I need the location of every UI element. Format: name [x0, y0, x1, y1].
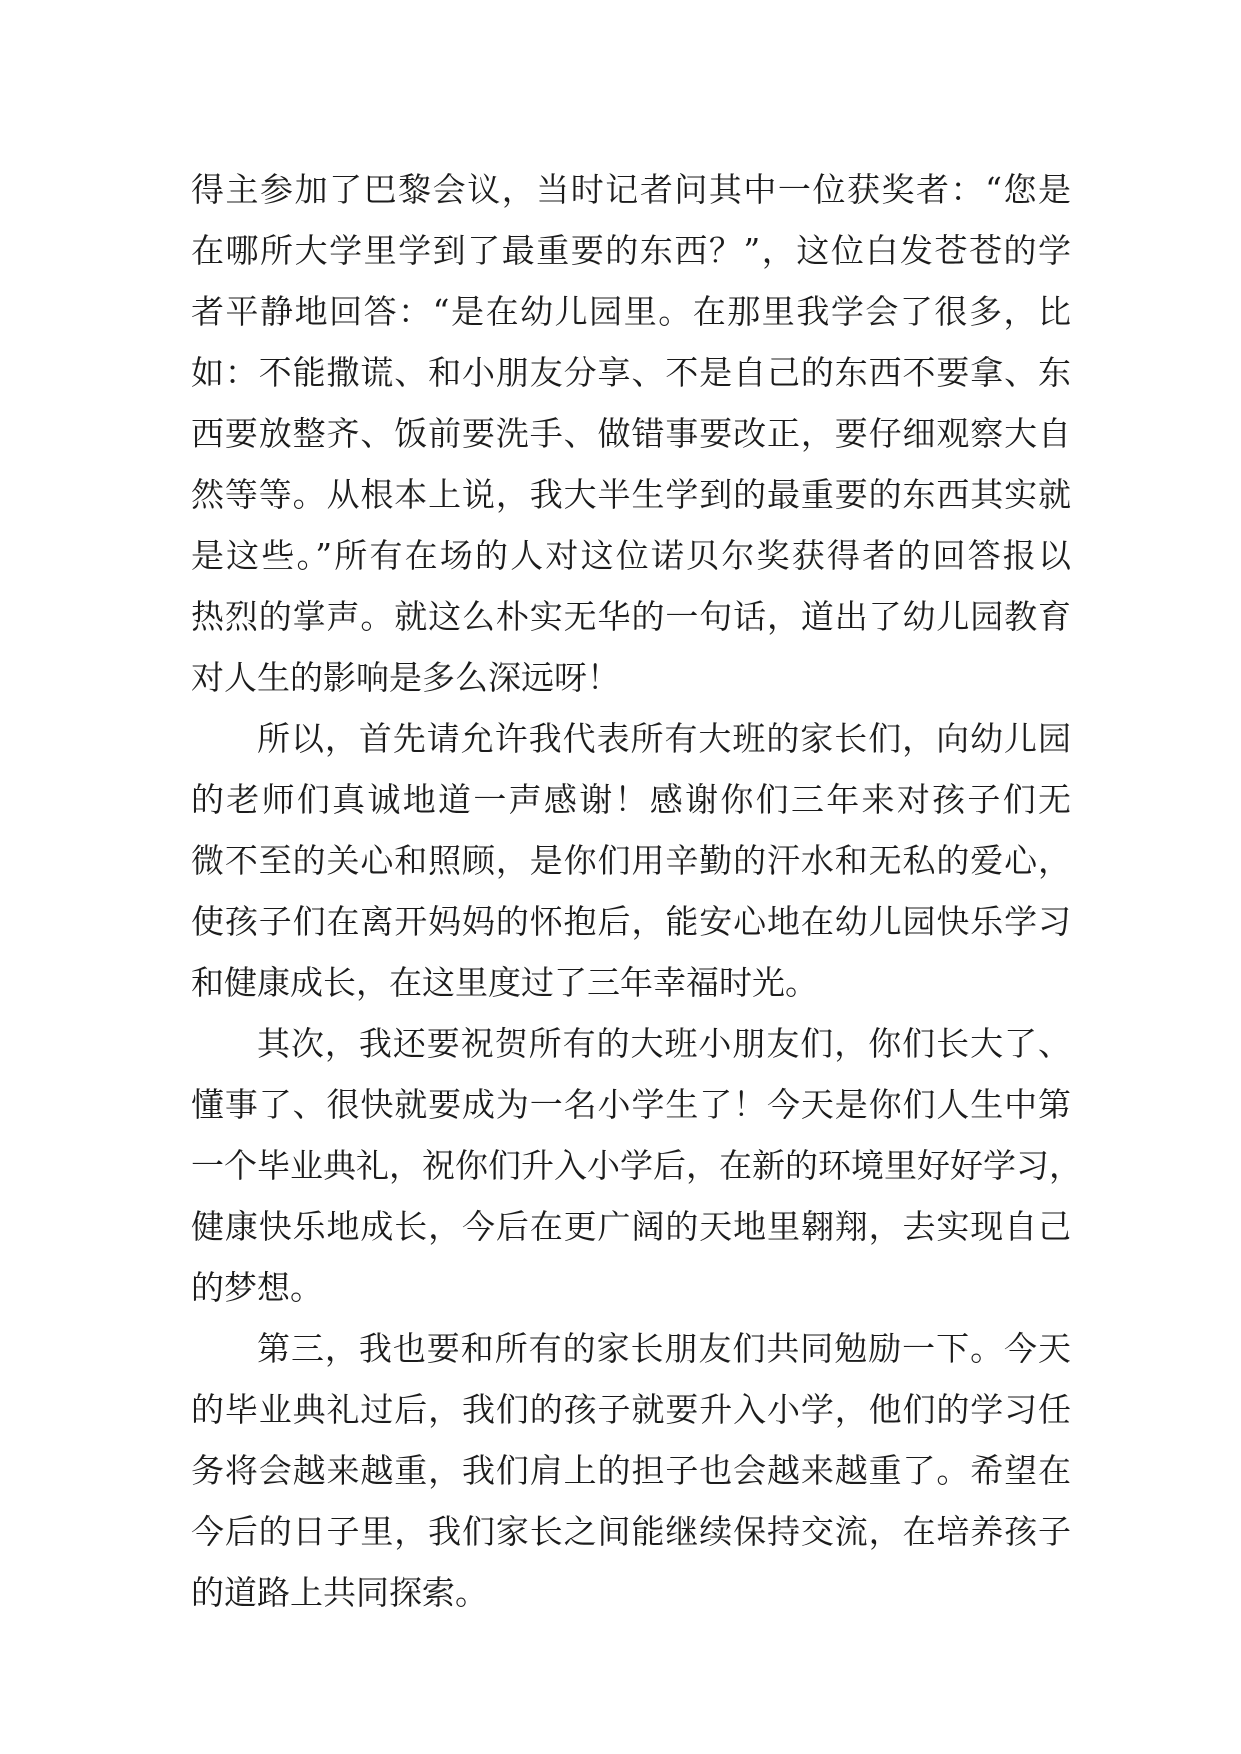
text-line: 是这些。”所有在场的人对这位诺贝尔奖获得者的回答报以	[191, 536, 1071, 575]
text-line: 的梦想。	[191, 1268, 323, 1307]
text-line: 微不至的关心和照顾，是你们用辛勤的汗水和无私的爱心，	[191, 841, 1071, 880]
text-line: 在哪所大学里学到了最重要的东西？”，这位白发苍苍的学	[191, 231, 1071, 270]
text-line: 所以，首先请允许我代表所有大班的家长们，向幼儿园	[257, 719, 1071, 758]
text-line: 懂事了、很快就要成为一名小学生了！今天是你们人生中第	[191, 1085, 1071, 1124]
document-body	[191, 159, 1082, 1623]
text-line: 第三，我也要和所有的家长朋友们共同勉励一下。今天	[257, 1329, 1071, 1368]
text-line: 一个毕业典礼，祝你们升入小学后，在新的环境里好好学习，	[191, 1146, 1082, 1185]
text-line: 者平静地回答：“是在幼儿园里。在那里我学会了很多，比	[191, 292, 1071, 331]
text-line: 的毕业典礼过后，我们的孩子就要升入小学，他们的学习任	[191, 1390, 1071, 1429]
text-line: 得主参加了巴黎会议，当时记者问其中一位获奖者：“您是	[191, 170, 1071, 209]
text-line: 使孩子们在离开妈妈的怀抱后，能安心地在幼儿园快乐学习	[191, 902, 1071, 941]
text-line: 如：不能撒谎、和小朋友分享、不是自己的东西不要拿、东	[191, 353, 1071, 392]
text-line: 务将会越来越重，我们肩上的担子也会越来越重了。希望在	[191, 1451, 1071, 1490]
text-line: 的道路上共同探索。	[191, 1573, 488, 1612]
text-line: 然等等。从根本上说，我大半生学到的最重要的东西其实就	[191, 475, 1071, 514]
text-line: 今后的日子里，我们家长之间能继续保持交流，在培养孩子	[191, 1512, 1071, 1551]
text-line: 健康快乐地成长，今后在更广阔的天地里翱翔，去实现自己	[191, 1207, 1071, 1246]
text-line: 其次，我还要祝贺所有的大班小朋友们，你们长大了、	[257, 1024, 1071, 1063]
text-line: 对人生的影响是多么深远呀！	[191, 658, 620, 697]
text-line: 的老师们真诚地道一声感谢！感谢你们三年来对孩子们无	[191, 780, 1071, 819]
text-line: 热烈的掌声。就这么朴实无华的一句话，道出了幼儿园教育	[191, 597, 1071, 636]
text-line: 和健康成长，在这里度过了三年幸福时光。	[191, 963, 818, 1002]
text-line: 西要放整齐、饭前要洗手、做错事要改正，要仔细观察大自	[191, 414, 1071, 453]
